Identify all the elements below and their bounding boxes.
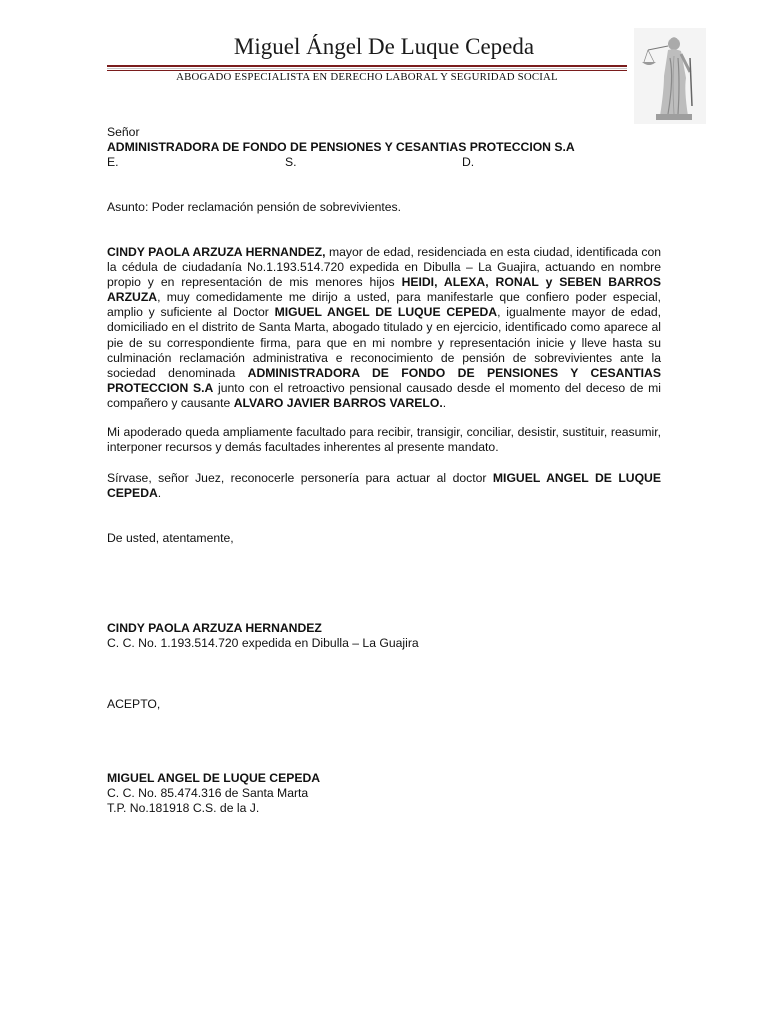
text-run: . [157, 486, 162, 501]
body-paragraph-2: Mi apoderado queda ampliamente facultado para recibir, transigir, conciliar, desistir, sustituir, reasumir, interponer recursos y demás facultades inherentes al presente mandato. [107, 425, 661, 455]
letterhead-name: Miguel Ángel De Luque Cepeda [233, 34, 535, 59]
text-run: junto con el retroactivo pensional causado desde el momento del deceso de mi compañero y causante [107, 380, 661, 410]
attorney-id: C. C. No. 85.474.316 de Santa Marta [107, 786, 309, 800]
text-run: mayor de edad, residenciada en esta ciudad, identificada con la cédula de ciudadanía No.1.193.514.720 expedida en Dibulla – La Guajira, actuando en nombre propio y en representación de mis menores hijos [107, 245, 661, 290]
bold-text-run: CINDY PAOLA ARZUZA HERNANDEZ, [107, 245, 326, 259]
addressee-entity: ADMINISTRADORA DE FONDO DE PENSIONES Y CESANTIAS PROTECCION S.A [107, 140, 575, 154]
text-run: , igualmente mayor de edad, domiciliado en el distrito de Santa Marta, abogado titulado y en ejercicio, identificado como aparece al pie de su correspondiente firma, para que en mi nombre y representación inicie y lleve hasta su culminación reclamación administrativa e reconocimiento de pensión de sobrevivientes ante la sociedad denominada [107, 305, 662, 380]
text-run: Sírvase, señor Juez, reconocerle personería para actuar al doctor [107, 471, 493, 485]
body-paragraph-3 [107, 471, 661, 501]
bold-text-run: HEIDI, ALEXA, RONAL y SEBEN BARROS ARZUZA [107, 275, 662, 305]
bold-text-run: MIGUEL ANGEL DE LUQUE CEPEDA [107, 471, 661, 501]
signer-id: C. C. No. 1.193.514.720 expedida en Dibulla – La Guajira [107, 636, 419, 650]
text-run: . [442, 395, 447, 410]
esd-d: D. [462, 155, 475, 169]
lady-justice-icon [634, 28, 706, 124]
salutation: Señor [107, 125, 140, 139]
accept-label: ACEPTO, [107, 697, 161, 711]
subject-line: Asunto: Poder reclamación pensión de sobrevivientes. [107, 200, 402, 214]
esd-e: E. [107, 155, 119, 169]
signer-name: CINDY PAOLA ARZUZA HERNANDEZ [107, 621, 322, 635]
bold-text-run: MIGUEL ANGEL DE LUQUE CEPEDA [274, 305, 498, 320]
letterhead-rule-inner [107, 68, 627, 69]
attorney-name: MIGUEL ANGEL DE LUQUE CEPEDA [107, 771, 321, 785]
letterhead-rule [107, 65, 627, 67]
text-run: , muy comedidamente me dirijo a usted, para manifestarle que confiero poder especial, amplio y suficiente al Doctor [107, 290, 661, 320]
letterhead-subtitle: ABOGADO ESPECIALISTA EN DERECHO LABORAL Y SEGURIDAD SOCIAL [176, 71, 558, 83]
bold-text-run: ADMINISTRADORA DE FONDO DE PENSIONES Y CESANTIAS PROTECCION S.A [107, 365, 661, 395]
body-paragraph-1 [107, 245, 661, 411]
attorney-tp: T.P. No.181918 C.S. de la J. [107, 801, 260, 815]
closing-line: De usted, atentamente, [107, 531, 234, 545]
bold-text-run: ALVARO JAVIER BARROS VARELO. [233, 395, 443, 410]
esd-s: S. [285, 155, 297, 169]
